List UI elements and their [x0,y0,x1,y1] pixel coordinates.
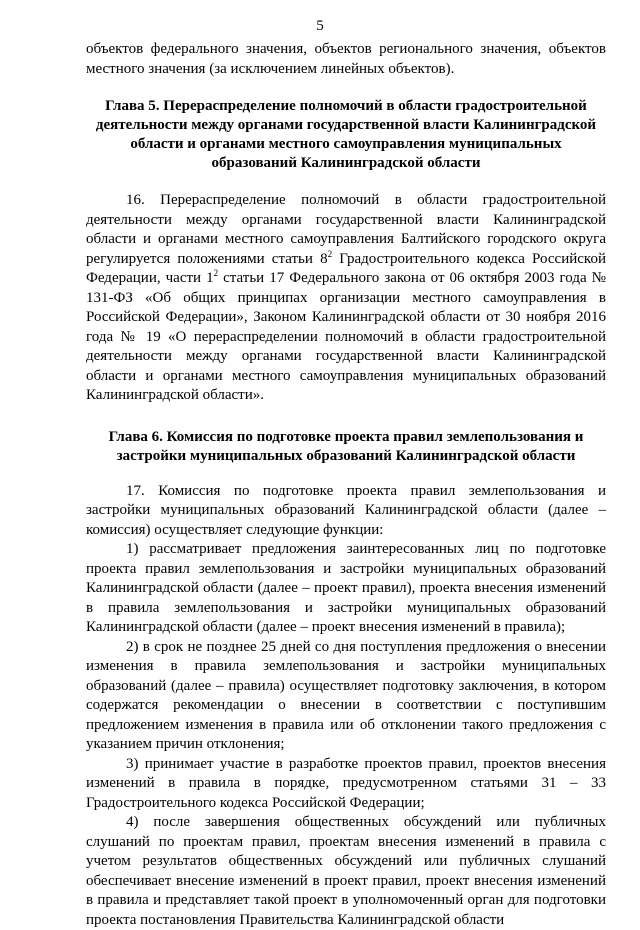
paragraph-16-part-a: 16. Перераспределение полномочий в области градостроительной деятельности между органами государственной власти Калининградской области и органами местного самоуправления Балтийского городского округа регулируется положениями статьи 8 [86,192,606,267]
paragraph-16-superscript-1: 2 [327,248,333,259]
paragraph-17: 17. Комиссия по подготовке проекта правил землепользования и застройки муниципальных образований Калининградской области (далее – комиссия) осуществляет следующие функции: [86,482,606,538]
paragraph-16 [86,191,606,406]
paragraph-16-part-c: статьи 17 Федерального закона от 06 октября 2003 года № 131-ФЗ «Об общих принципах организации местного самоуправления в Российской Федерации», Законом Калининградской области от 30 ноября 2016 года № 19 «О перераспределении полномочий в области градостроительной деятельности между органами государственной власти Калининградской области и органами местного самоуправления муниципальных образований Калининградской области». [86,270,606,403]
chapter-5-heading: Глава 5. Перераспределение полномочий в области градостроительной деятельности между органами государственной власти Калининградской области и органами местного самоуправления муниципальных образований Калининградской области [95,98,597,171]
continuation-paragraph: объектов федерального значения, объектов регионального значения, объектов местного значения (за исключением линейных объектов). [86,41,606,77]
list-item-1: 1) рассматривает предложения заинтересованных лиц по подготовке проекта правил землепользования и застройки муниципальных образований Калининградской области (далее – проект правил), проекта внесения изменений в правила землепользования и застройки муниципальных образований Калининградской области (далее – проект внесения изменений в правила); [86,541,606,635]
chapter-6-heading: Глава 6. Комиссия по подготовке проекта правил землепользования и застройки муниципальных образований Калининградской области [108,428,584,464]
page-number: 5 [316,18,324,34]
list-item-4: 4) после завершения общественных обсуждений или публичных слушаний по проектам правил, проектам внесения изменений в правила с учетом результатов общественных обсуждений или публичных слушаний обеспечивает внесение изменений в проект правил, проект внесения изменений в правила и представляет такой проект в уполномоченный орган для подготовки проекта постановления Правительства Калининградской области [86,814,606,928]
document-body [86,40,606,930]
list-item-2: 2) в срок не позднее 25 дней со дня поступления предложения о внесении изменения в правила землепользования и застройки муниципальных образований (далее – правила) осуществляет подготовку заключения, в котором содержатся рекомендации о внесении в соответствии с поступившим предложением изменения в правила или об отклонении такого предложения с указанием причин отклонения; [86,638,606,752]
paragraph-16-part-b: Градостроительного кодекса Российской Федерации, части 1 [86,250,606,286]
list-item-3: 3) принимает участие в разработке проектов правил, проектов внесения изменений в правила в порядке, предусмотренном статьями 31 – 33 Градостроительного кодекса Российской Федерации; [86,755,606,811]
paragraph-16-superscript-2: 2 [213,268,219,278]
